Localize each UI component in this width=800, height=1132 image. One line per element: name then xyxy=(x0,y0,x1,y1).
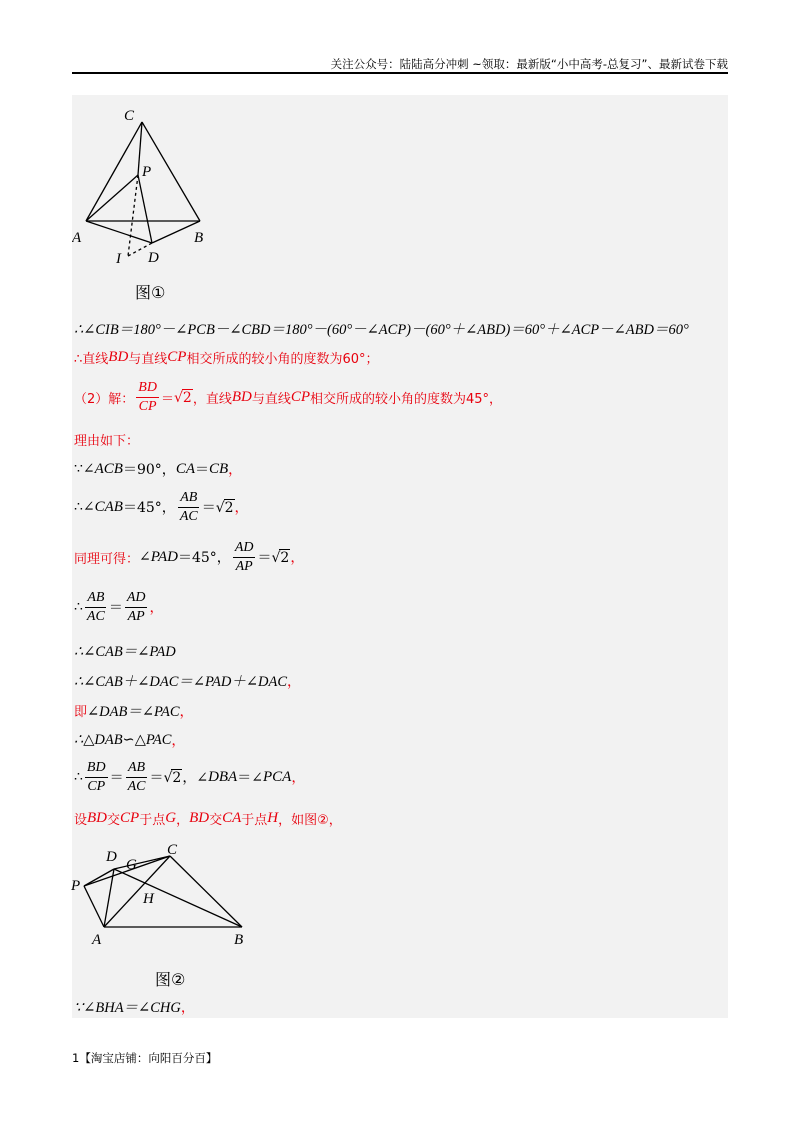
label-p: P xyxy=(142,164,152,180)
part-2-answer: （2）解： $\frac{BD}{CP}$ ＝ √ 2 ，直线 BD 与直线 CP 相交所成的较小角的度数为45°， xyxy=(74,380,503,414)
given-acb: ∵∠ ACB ＝90°， CA ＝ CB ， xyxy=(74,460,243,478)
segment-pd xyxy=(138,175,152,243)
fraction-ad-ap: $\frac{AD}{AP}$ xyxy=(126,590,146,624)
angle-bha-chg: ∵∠BHA＝∠CHG ， xyxy=(74,999,195,1016)
figure-1 xyxy=(72,100,232,270)
ratio-equality: ∴ $\frac{AB}{AC}$ ＝ $\frac{AD}{AP}$ ， xyxy=(74,590,164,624)
conclusion-part-1: ∴直线 BD 与直线 CP 相交所成的较小角的度数为60°； xyxy=(74,349,379,367)
sqrt-2: √ 2 xyxy=(215,499,234,516)
fraction-ab-ac: $\frac{AB}{AC}$ xyxy=(86,590,105,624)
figure-2-caption: 图② xyxy=(155,970,186,989)
label-c: C xyxy=(167,842,178,858)
ratio-and-angles: ∴ $\frac{BD}{CP}$ ＝ $\frac{AB}{AC}$ ＝ √ 2 ，∠ DBA ＝∠ PCA ， xyxy=(74,760,306,794)
segment-dc xyxy=(114,856,170,869)
segment-cb xyxy=(170,856,242,927)
angle-dab-pac: 即 ∠DAB＝∠PAC ， xyxy=(74,703,194,720)
construction-g-h: 设 BD 交 CP 于点 G ， BD 交 CA 于点 H ，如图②， xyxy=(74,810,342,828)
angle-cab-ratio: ∴∠ CAB ＝45°， $\frac{AB}{AC}$ ＝ √ 2 ， xyxy=(74,490,249,524)
label-c: C xyxy=(124,108,135,124)
sqrt-2: √ 2 xyxy=(163,769,182,786)
header-divider xyxy=(72,72,728,74)
label-b: B xyxy=(234,932,244,948)
label-g: G xyxy=(126,857,137,873)
segment-db xyxy=(114,869,242,927)
angle-sum: ∴∠CAB＋∠DAC＝∠PAD＋∠DAC ， xyxy=(74,673,302,690)
label-b: B xyxy=(194,230,204,246)
similar-triangles: ∴△DAB∽△PAC ， xyxy=(74,731,186,749)
fraction-ad-ap: $\frac{AD}{AP}$ xyxy=(234,540,254,574)
fraction-bd-cp: $\frac{BD}{CP}$ xyxy=(138,380,157,414)
figure-2 xyxy=(70,836,260,952)
label-i: I xyxy=(116,251,121,267)
figure-1-caption: 图① xyxy=(135,283,166,302)
label-d: D xyxy=(148,250,159,266)
segment-ap xyxy=(86,175,138,221)
page-footer: 1【淘宝店铺：向阳百分百】 xyxy=(72,1051,218,1065)
angle-equality-cab-pad: ∴∠CAB＝∠PAD xyxy=(74,644,176,660)
label-a: A xyxy=(92,932,102,948)
dashed-extension-pi xyxy=(128,175,138,256)
label-a: A xyxy=(72,230,82,246)
equation-angle-cib: ∴∠CIB＝180°－∠PCB－∠CBD＝180°－(60°－∠ACP)－(60°＋∠ABD)＝60°＋∠ACP－∠ABD＝60° xyxy=(74,322,689,338)
reason-heading: 理由如下： xyxy=(74,434,140,449)
fraction-ab-ac: $\frac{AB}{AC}$ xyxy=(179,490,198,524)
sqrt-2: √ 2 xyxy=(271,549,290,566)
sqrt-2: √ 2 xyxy=(173,389,192,406)
fraction-ab-ac: $\frac{AB}{AC}$ xyxy=(127,760,146,794)
similarly-pad: 同理可得： ∠ PAD ＝45°， $\frac{AD}{AP}$ ＝ √ 2 ， xyxy=(74,540,305,574)
page-header: 关注公众号：陆陆高分冲刺 ~领取：最新版“小中高考-总复习”、最新试卷下载 xyxy=(330,57,728,71)
label-p: P xyxy=(71,878,81,894)
label-d: D xyxy=(106,849,117,865)
fraction-bd-cp: $\frac{BD}{CP}$ xyxy=(86,760,106,794)
segment-ac xyxy=(104,856,170,927)
segment-db xyxy=(152,221,200,243)
segment-pa xyxy=(84,886,104,927)
label-h: H xyxy=(143,891,154,907)
segment-ad xyxy=(86,221,152,243)
